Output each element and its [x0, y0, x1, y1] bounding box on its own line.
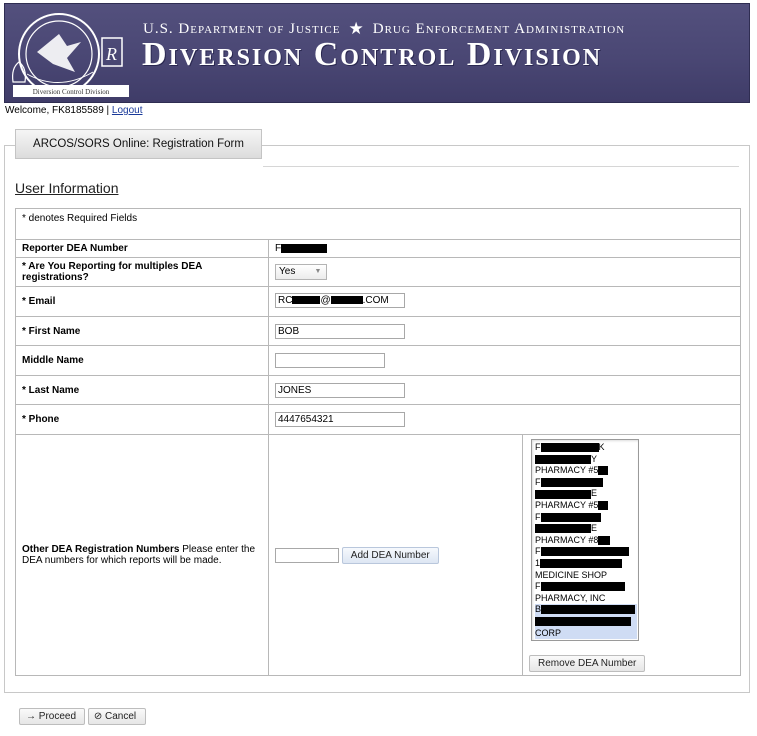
- select-value: Yes: [279, 266, 296, 277]
- page-title: Diversion Control Division: [142, 36, 603, 73]
- redaction: [541, 443, 599, 452]
- svg-text:R: R: [106, 44, 117, 64]
- logout-link[interactable]: Logout: [111, 105, 143, 116]
- redaction: [331, 296, 363, 304]
- dea-list-item-tail: Y: [591, 453, 598, 464]
- dea-list-item[interactable]: [535, 442, 637, 454]
- user-info-table: [15, 208, 741, 676]
- reporter-dea-prefix: F: [275, 243, 282, 254]
- proceed-label: Proceed: [38, 711, 77, 722]
- dea-list-item[interactable]: [535, 604, 637, 616]
- agency-dea: Drug Enforcement Administration: [372, 21, 626, 37]
- dea-list-item-text: 1: [535, 557, 541, 568]
- add-dea-number-button[interactable]: Add DEA Number: [342, 547, 439, 564]
- multiple-registrations-label: * Are You Reporting for multiples DEA registrations?: [16, 258, 269, 287]
- redaction: [540, 559, 622, 568]
- dea-list-item-text: PHARMACY #5: [535, 499, 599, 510]
- remove-dea-number-button[interactable]: Remove DEA Number: [529, 655, 645, 672]
- dea-list-item[interactable]: [535, 570, 637, 582]
- reporter-dea-label: Reporter DEA Number: [16, 240, 269, 258]
- dea-list-item-tail: E: [591, 523, 598, 534]
- dea-list-item[interactable]: [535, 616, 637, 628]
- email-prefix: RC: [278, 294, 293, 306]
- dea-list-item[interactable]: [535, 628, 637, 640]
- dea-list-item-text: F: [535, 546, 541, 557]
- agency-doj: U.S. Department of Justice: [143, 21, 341, 37]
- cancel-button[interactable]: [88, 708, 146, 725]
- redaction: [535, 455, 591, 464]
- dea-list-item[interactable]: [535, 454, 637, 466]
- phone-label: * Phone: [16, 405, 269, 435]
- email-label: * Email: [16, 287, 269, 317]
- welcome-text: Welcome, FK8185589 |: [5, 105, 110, 116]
- dea-list-item-text: F: [535, 476, 541, 487]
- phone-field[interactable]: [275, 412, 405, 427]
- email-field[interactable]: [275, 293, 405, 308]
- form-actions: [19, 708, 146, 725]
- tab-registration-form[interactable]: ARCOS/SORS Online: Registration Form: [15, 129, 262, 159]
- middle-name-field[interactable]: [275, 353, 385, 368]
- last-name-field[interactable]: [275, 383, 405, 398]
- redaction: [541, 478, 603, 487]
- dea-list-item[interactable]: [535, 593, 637, 605]
- first-name-field[interactable]: [275, 324, 405, 339]
- dea-seal-icon: [7, 12, 129, 102]
- email-suffix: .COM: [362, 294, 389, 306]
- dea-list-item-text: F: [535, 442, 541, 452]
- dea-list-item[interactable]: [535, 558, 637, 570]
- dea-list-item[interactable]: [535, 512, 637, 524]
- redaction: [292, 296, 320, 304]
- dea-list-item[interactable]: [535, 535, 637, 547]
- last-name-label: * Last Name: [16, 376, 269, 405]
- welcome-bar: [5, 105, 143, 116]
- seal-caption: Diversion Control Division: [32, 88, 110, 96]
- dea-list-item[interactable]: [535, 581, 637, 593]
- arrow-right-icon: →: [26, 711, 36, 722]
- dea-list-item-text: PHARMACY #8: [535, 534, 599, 545]
- star-icon: ★: [348, 19, 365, 38]
- first-name-label: * First Name: [16, 317, 269, 346]
- dea-list-item[interactable]: [535, 500, 637, 512]
- redaction: [598, 536, 610, 545]
- cancel-label: Cancel: [104, 711, 137, 722]
- other-dea-label: Other DEA Registration Numbers: [22, 544, 180, 555]
- chevron-down-icon: ▼: [314, 268, 322, 275]
- dea-list-item[interactable]: [535, 546, 637, 558]
- dea-list-item-text: MEDICINE SHOP: [535, 569, 608, 580]
- redaction: [541, 547, 629, 556]
- redaction: [535, 490, 591, 499]
- proceed-button[interactable]: [19, 708, 85, 725]
- redaction: [535, 617, 631, 626]
- dea-list-item-text: B: [535, 604, 542, 615]
- dea-list-item[interactable]: [535, 477, 637, 489]
- email-at: @: [320, 294, 331, 306]
- redaction: [541, 513, 601, 522]
- dea-list-item[interactable]: [535, 488, 637, 500]
- dea-list-item-text: F: [535, 581, 541, 592]
- dea-list-item-tail: K: [598, 442, 605, 452]
- section-title: User Information: [15, 180, 119, 196]
- dea-list-item-tail: E: [591, 488, 598, 499]
- redaction: [598, 501, 608, 510]
- redaction: [598, 466, 608, 475]
- tab-divider: [263, 166, 739, 167]
- dea-list-item-text: PHARMACY, INC: [535, 592, 606, 603]
- dea-list-item[interactable]: [535, 465, 637, 477]
- redaction: [535, 524, 591, 533]
- multiple-registrations-select[interactable]: [275, 264, 327, 280]
- header-banner: [4, 3, 750, 103]
- middle-name-label: Middle Name: [16, 346, 269, 376]
- dea-number-listbox[interactable]: [531, 439, 639, 641]
- redaction: [281, 244, 327, 253]
- dea-list-item-text: PHARMACY #5: [535, 465, 599, 476]
- agency-line: [143, 18, 625, 38]
- dea-list-item[interactable]: [535, 523, 637, 535]
- other-dea-cell: [16, 435, 269, 676]
- dea-number-input[interactable]: [275, 548, 339, 563]
- redaction: [541, 605, 635, 614]
- required-note: * denotes Required Fields: [16, 209, 741, 240]
- reporter-dea-value: [269, 240, 741, 258]
- dea-list-item-text: CORP: [535, 627, 562, 638]
- dea-list-item-text: F: [535, 511, 541, 522]
- other-dea-help: Please enter the DEA numbers for which reports will be made.: [22, 544, 256, 566]
- redaction: [541, 582, 625, 591]
- cancel-icon: ⊘: [93, 711, 103, 722]
